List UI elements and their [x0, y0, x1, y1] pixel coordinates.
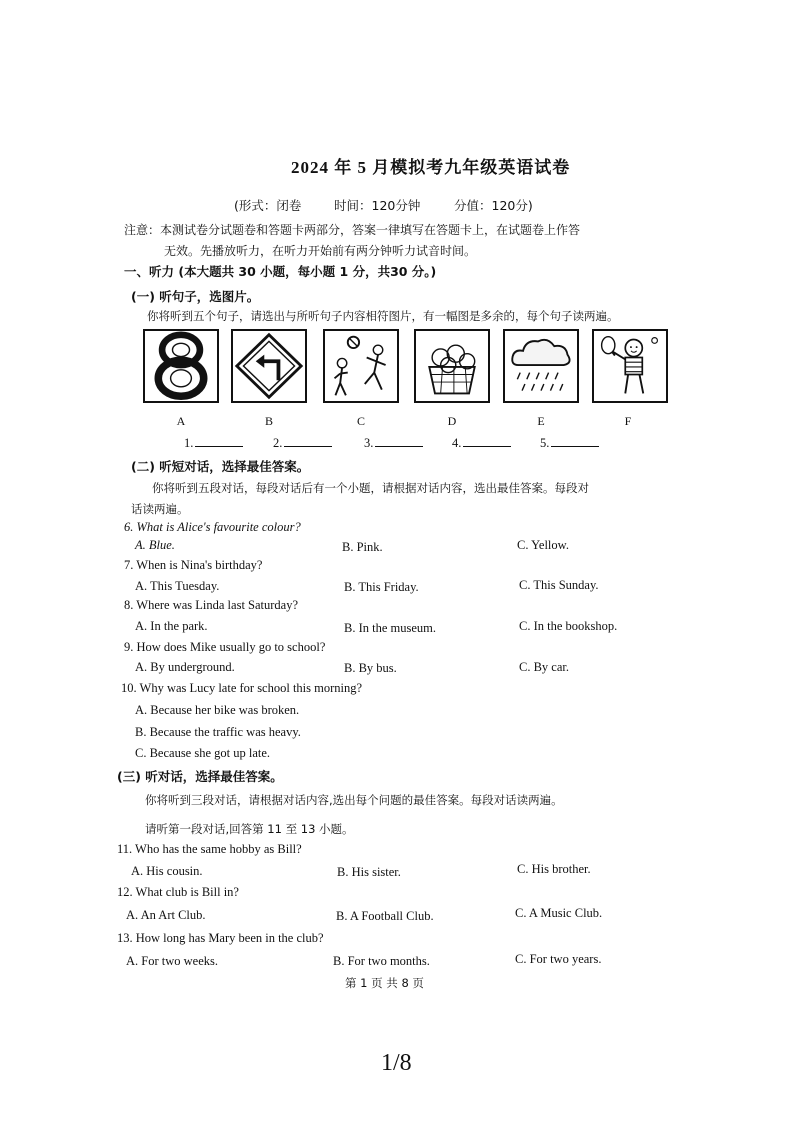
- exam-time: 时间：120分钟: [334, 198, 421, 213]
- exam-score: 分值：120分): [454, 198, 533, 213]
- page-info: 第 1 页 共 8 页: [345, 976, 424, 990]
- question-6-option-c: C. Yellow.: [517, 538, 569, 552]
- picture-label-e: E: [537, 414, 545, 428]
- picture-a: [143, 329, 219, 403]
- tennis-boy-icon: [594, 331, 666, 401]
- question-7-option-c: C. This Sunday.: [519, 578, 599, 592]
- answer-blank-2: 2.: [273, 436, 332, 451]
- question-6-option-b: B. Pink.: [342, 540, 383, 554]
- picture-label-f: F: [624, 414, 632, 428]
- turn-left-sign-icon: [233, 331, 305, 401]
- question-7: 7. When is Nina's birthday?: [124, 558, 263, 572]
- question-6: 6. What is Alice's favourite colour?: [124, 520, 301, 534]
- answer-blank-3: 3.: [364, 436, 423, 451]
- question-8-option-a: A. In the park.: [135, 619, 208, 633]
- picture-label-c: C: [356, 414, 365, 428]
- section-1-heading: 一、听力 (本大题共 30 小题，每小题 1 分，共30 分。): [124, 264, 437, 279]
- answer-blank-5: 5.: [540, 436, 599, 451]
- question-7-option-b: B. This Friday.: [344, 580, 419, 594]
- question-9-option-c: C. By car.: [519, 660, 569, 674]
- question-13: 13. How long has Mary been in the club?: [117, 931, 324, 945]
- question-11: 11. Who has the same hobby as Bill?: [117, 842, 302, 856]
- question-13-option-b: B. For two months.: [333, 954, 430, 968]
- answer-blank-4: 4.: [452, 436, 511, 451]
- question-9: 9. How does Mike usually go to school?: [124, 640, 326, 654]
- question-10-option-c: C. Because she got up late.: [135, 746, 271, 760]
- picture-d: [414, 329, 490, 403]
- notice-line-1: 注意：本测试卷分试题卷和答题卡两部分，答案一律填写在答题卡上，在试题卷上作答: [124, 223, 581, 237]
- question-13-option-a: A. For two weeks.: [126, 954, 219, 968]
- question-8-option-b: B. In the museum.: [344, 621, 437, 635]
- fruit-basket-icon: [416, 331, 488, 401]
- picture-label-a: A: [176, 414, 186, 428]
- question-12-option-b: B. A Football Club.: [336, 909, 434, 923]
- question-10-option-b: B. Because the traffic was heavy.: [135, 725, 301, 739]
- page-title: 2024 年 5 月模拟考九年级英语试卷: [291, 158, 571, 177]
- part-3-heading: (三) 听对话，选择最佳答案。: [117, 769, 283, 784]
- picture-b: [231, 329, 307, 403]
- notice-line-2: 无效。先播放听力，在听力开始前有两分钟听力试音时间。: [164, 244, 477, 258]
- answer-blank-1: 1.: [184, 436, 243, 451]
- picture-f: [592, 329, 668, 403]
- kids-playing-ball-icon: [325, 331, 397, 401]
- rain-cloud-icon: [505, 331, 577, 401]
- question-10: 10. Why was Lucy late for school this morning?: [121, 681, 363, 695]
- picture-c: [323, 329, 399, 403]
- number-eight-icon: [145, 331, 217, 401]
- part-2-instruction-line-1: 你将听到五段对话，每段对话后有一个小题，请根据对话内容，选出最佳答案。每段对: [152, 481, 589, 495]
- question-9-option-b: B. By bus.: [344, 661, 397, 675]
- question-11-option-c: C. His brother.: [517, 862, 591, 876]
- part-2-instruction-line-2: 话读两遍。: [131, 502, 189, 516]
- question-12: 12. What club is Bill in?: [117, 885, 239, 899]
- part-1-heading: (一) 听句子，选图片。: [131, 289, 260, 304]
- question-13-option-c: C. For two years.: [515, 952, 602, 966]
- question-8-option-c: C. In the bookshop.: [519, 619, 618, 633]
- part-3-instruction: 你将听到三段对话，请根据对话内容,选出每个问题的最佳答案。每段对话读两遍。: [145, 793, 563, 807]
- page-number: 1/8: [381, 1050, 412, 1076]
- picture-e: [503, 329, 579, 403]
- exam-form: (形式：闭卷: [234, 198, 302, 213]
- question-8: 8. Where was Linda last Saturday?: [124, 598, 299, 612]
- question-6-option-a: A. Blue.: [135, 538, 175, 552]
- part-3-sub-instruction: 请听第一段对话,回答第 11 至 13 小题。: [145, 822, 354, 836]
- question-11-option-b: B. His sister.: [337, 865, 401, 879]
- part-1-instruction: 你将听到五个句子，请选出与所听句子内容相符图片，有一幅图是多余的，每个句子读两遍。: [147, 309, 619, 323]
- picture-label-b: B: [264, 414, 273, 428]
- question-10-option-a: A. Because her bike was broken.: [135, 703, 300, 717]
- question-12-option-c: C. A Music Club.: [515, 906, 603, 920]
- question-12-option-a: A. An Art Club.: [126, 908, 206, 922]
- part-2-heading: (二) 听短对话，选择最佳答案。: [131, 459, 310, 474]
- question-7-option-a: A. This Tuesday.: [135, 579, 220, 593]
- question-9-option-a: A. By underground.: [135, 660, 235, 674]
- question-11-option-a: A. His cousin.: [131, 864, 203, 878]
- picture-label-d: D: [447, 414, 457, 428]
